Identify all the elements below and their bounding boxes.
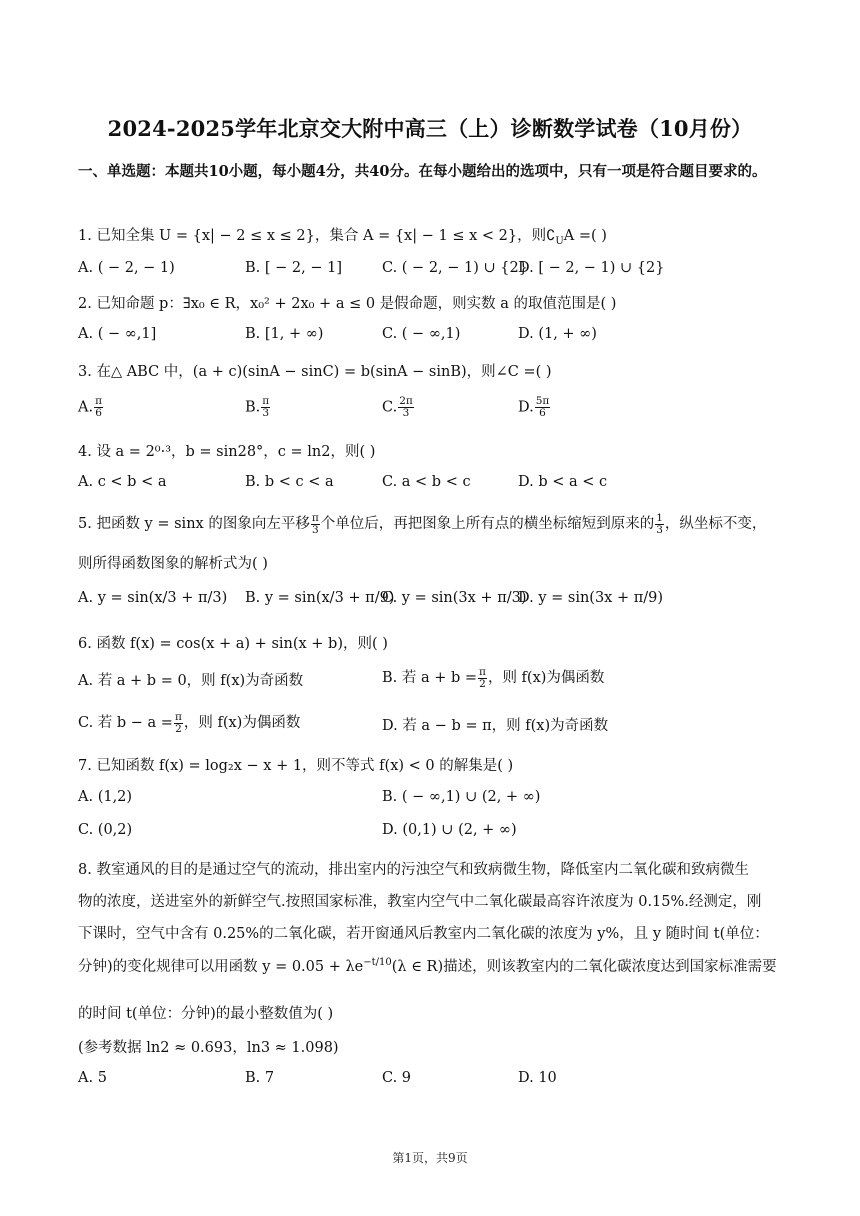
question-4-stem: 4. 设 a = 2⁰·³，b = sin28°，c = ln2，则( ) bbox=[78, 444, 376, 460]
q6-option-a: A. 若 a + b = 0，则 f(x)为奇函数 bbox=[78, 673, 304, 689]
q7-option-a: A. (1,2) bbox=[78, 789, 133, 805]
q4-option-c: C. a < b < c bbox=[382, 474, 471, 490]
q4-option-a: A. c < b < a bbox=[78, 474, 167, 490]
question-8-line-5: 的时间 t(单位：分钟)的最小整数值为( ) bbox=[78, 1006, 334, 1022]
question-6-stem: 6. 函数 f(x) = cos(x + a) + sin(x + b)，则( ) bbox=[78, 636, 388, 652]
q3-option-d: D. $\frac{5\pi}{6}$ bbox=[518, 395, 550, 419]
page-footer: 第1页，共9页 bbox=[392, 1151, 468, 1165]
q8-option-d: D. 10 bbox=[518, 1070, 557, 1086]
question-2-stem: 2. 已知命题 p：∃x₀ ∈ R，x₀² + 2x₀ + a ≤ 0 是假命题，则实数 a 的取值范围是( ) bbox=[78, 296, 617, 312]
q7-option-d: D. (0,1) ∪ (2, + ∞) bbox=[382, 822, 517, 838]
q7-option-b: B. ( − ∞,1) ∪ (2, + ∞) bbox=[382, 789, 541, 805]
question-5-stem-line2: 则所得函数图象的解析式为( ) bbox=[78, 556, 268, 572]
question-7-stem: 7. 已知函数 f(x) = log₂x − x + 1，则不等式 f(x) < 0 的解集是( ) bbox=[78, 758, 514, 774]
question-3-stem: 3. 在△ ABC 中，(a + c)(sinA − sinC) = b(sinA − sinB)，则∠C =( ) bbox=[78, 364, 552, 380]
q5-option-c: C. y = sin(3x + π/3) bbox=[382, 590, 527, 606]
question-1-stem: 1. 已知全集 U = {x| − 2 ≤ x ≤ 2}，集合 A = {x| − 1 ≤ x < 2}，则$∁_UA$ =( ) bbox=[78, 228, 607, 247]
q5-option-a: A. y = sin(x/3 + π/3) bbox=[78, 590, 228, 606]
q3-option-c: C. $\frac{2\pi}{3}$ bbox=[382, 395, 413, 419]
q1-option-c: C. ( − 2, − 1) ∪ {2} bbox=[382, 260, 528, 276]
q2-option-d: D. (1, + ∞) bbox=[518, 326, 597, 342]
q6-option-d: D. 若 a − b = π，则 f(x)为奇函数 bbox=[382, 718, 609, 734]
question-8-line-4: 分钟)的变化规律可以用函数 $y = 0.05 + \lambda e^{-t/10}(\lambda$ ∈ R)描述，则该教室内的二氧化碳浓度达到国家标准需要 bbox=[78, 957, 777, 975]
question-8-line-2: 物的浓度，送进室外的新鲜空气.按照国家标准，教室内空气中二氧化碳最高容许浓度为 0.15%.经测定，刚 bbox=[78, 894, 762, 910]
q5-option-b: B. y = sin(x/3 + π/9) bbox=[245, 590, 395, 606]
q2-option-a: A. ( − ∞,1] bbox=[78, 326, 157, 342]
q7-option-c: C. (0,2) bbox=[78, 822, 133, 838]
q8-option-c: C. 9 bbox=[382, 1070, 412, 1086]
q1-option-d: D. [ − 2, − 1) ∪ {2} bbox=[518, 260, 665, 276]
q8-option-b: B. 7 bbox=[245, 1070, 275, 1086]
q8-option-a: A. 5 bbox=[78, 1070, 107, 1086]
question-5-stem: 5. 把函数 y = sinx 的图象向左平移 $\frac{\pi}{3}$ 个单位后，再把图象上所有点的横坐标缩短到原来的 $\frac{1}{3}$ ，纵坐标不变， bbox=[78, 511, 767, 536]
q6-option-c: C. 若 b − a = $\frac{\pi}{2}$ ，则 f(x)为偶函数 bbox=[78, 710, 301, 735]
q4-option-b: B. b < c < a bbox=[245, 474, 334, 490]
question-8-line-1: 8. 教室通风的目的是通过空气的流动，排出室内的污浊空气和致病微生物，降低室内二氧化碳和致病微生 bbox=[78, 862, 749, 878]
q5-option-d: D. y = sin(3x + π/9) bbox=[518, 590, 664, 606]
q2-option-b: B. [1, + ∞) bbox=[245, 326, 324, 342]
question-8-reference-data: (参考数据 ln2 ≈ 0.693，ln3 ≈ 1.098) bbox=[78, 1040, 339, 1056]
q1-option-b: B. [ − 2, − 1] bbox=[245, 260, 342, 276]
q2-option-c: C. ( − ∞,1) bbox=[382, 326, 461, 342]
question-8-line-3: 下课时，空气中含有 0.25%的二氧化碳，若开窗通风后教室内二氧化碳的浓度为 y%，且 y 随时间 t(单位： bbox=[78, 926, 769, 942]
q6-option-b: B. 若 a + b = $\frac{\pi}{2}$ ，则 f(x)为偶函数 bbox=[382, 665, 605, 690]
q3-option-a: A. $\frac{\pi}{6}$ bbox=[78, 395, 102, 419]
q4-option-d: D. b < a < c bbox=[518, 474, 608, 490]
q3-option-b: B. $\frac{\pi}{3}$ bbox=[245, 395, 270, 419]
page-title: 2024-2025学年北京交大附中高三（上）诊断数学试卷（10月份） bbox=[107, 116, 753, 141]
section-heading: 一、单选题：本题共10小题，每小题4分，共40分。在每小题给出的选项中，只有一项是符合题目要求的。 bbox=[78, 163, 767, 180]
q1-option-a: A. ( − 2, − 1) bbox=[78, 260, 175, 276]
